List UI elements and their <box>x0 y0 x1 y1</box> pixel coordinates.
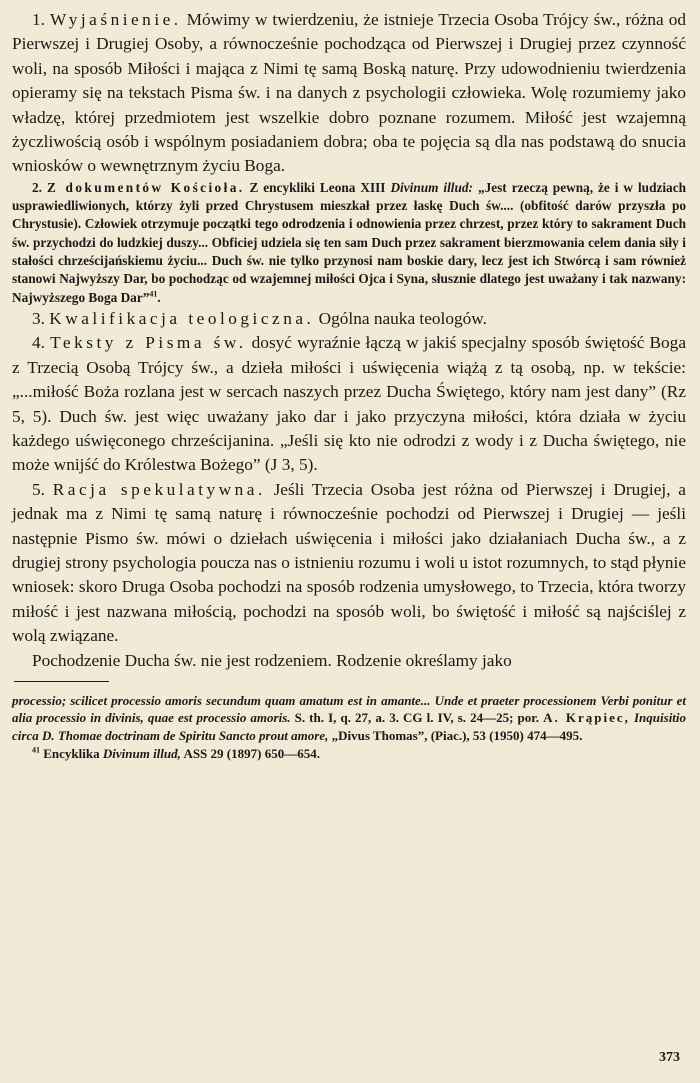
paragraph-church-documents <box>12 179 686 307</box>
footnote-work-title: Inquisitio circa D. Thomae doctrinam de Spiritu Sancto prout amore, <box>12 710 687 743</box>
paragraph-speculative <box>12 478 686 649</box>
section-number: 4. <box>32 333 45 353</box>
footnote-publication: „Divus Thomas”, (Piac.), 53 (1950) 474—495. <box>331 727 583 743</box>
section-heading: Teksty z Pisma św. <box>50 333 247 353</box>
footnote-text: Encyklika <box>43 746 100 762</box>
paragraph-procession <box>12 649 686 673</box>
paragraph-scripture <box>12 331 686 477</box>
section-heading: Z dokumentów Kościoła. <box>46 179 245 195</box>
quote-end: . <box>157 289 161 305</box>
section-number: 2. <box>32 179 42 195</box>
paragraph-intro: Z encykliki Leona XIII <box>249 179 386 195</box>
section-heading: Kwalifikacja teologiczna. <box>49 308 315 328</box>
footnote-latin-text: processio; scilicet processio amoris secundum quam amatum est in amante... Unde et praeter processionem Verbi ponitur et alia processio in divinis, quae est processio amoris. <box>12 693 686 726</box>
footnote-reference: 41 <box>149 289 158 299</box>
paragraph-text: Jeśli Trzecia Osoba jest różna od Pierwszej i Drugiej, a jednak ma z Nimi tę samą naturę i równocześnie pochodzi od Pierwszej i Drugiej — jeśli następnie Pismo św. mówi o dziełach uświęcenia i miłości jako działaniach Ducha św., a z drugiej strony psychologia poucza nas o istnieniu rozumu i woli u istot rozumnych, to stąd płynie wniosek: skoro Druga Osoba pochodzi na sposób rodzenia umysłowego, to Trzecia, która tworzy miłość i jest nazwana miłością, pochodzi na sposób woli, bo świętość i miłość są najściślej z wolą związane. <box>12 479 686 646</box>
section-heading: Wyjaśnienie. <box>49 10 182 29</box>
footnote-title: Divinum illud, <box>102 746 181 762</box>
quote-text: „Jest rzeczą pewną, że i w ludziach usprawiedliwionych, którzy żyli przed Chrystusem mieszkał przez łaskę Duch św.... (obfitość darów przyszła po Chrystusie). Człowiek otrzymuje początki tego odrodzenia i odnowienia przez chrzest, przez który to sakrament Duch św. przychodzi do ludzkiej duszy... Obficiej udziela się ten sam Duch przez sakrament bierzmowania celem dania siły i stałości chrześcijańskiemu życiu... Duch św. nie tylko przynosi nam boskie dary, lecz jest ich Stwórcą i sam również stanowi Najwyższy Dar, bo pochodząc od wzajemnej miłości Ojca i Syna, słusznie dlatego jest uważany i tak nazwany: Najwyższego Boga Dar” <box>12 179 687 305</box>
paragraph-text: Mówimy w twierdzeniu, że istnieje Trzecia Osoba Trójcy św., różna od Pierwszej i Drugiej Osoby, a równocześnie pochodząca od Pierwszej i Drugiej przez czynność woli, na sposób Miłości i mająca z Nimi tę samą Boską naturę. Przy udowodnieniu twierdzenia opieramy się na tekstach Pisma św. i na danych z psychologii człowieka. Wolę rozumiemy jako władzę, której przedmiotem jest wszelkie dobro poznane rozumem. Miłość jest wzajemną życzliwością osób i wspólnym posiadaniem dobra; oba te pojęcia są dla nas podstawą do snucia wniosków o wewnętrznym życiu Boga. <box>12 10 686 176</box>
footnote-source: ASS 29 (1897) 650—654. <box>183 746 320 762</box>
section-heading: Racja spekulatywna. <box>52 479 266 499</box>
footnote-41 <box>12 745 686 762</box>
footnote-continuation <box>12 692 686 744</box>
section-number: 5. <box>32 479 45 499</box>
section-number: 1. <box>32 10 45 29</box>
paragraph-text: dosyć wyraźnie łączą w jakiś specjalny sposób świętość Boga z Trzecią Osobą Trójcy św., a dzieła miłości i uświęcenia wiążą z tą osobą, np. w tekście: „...miłość Boża rozlana jest w sercach naszych przez Ducha Świętego, który nam jest dany” (Rz 5, 5). Duch św. jest więc uważany jako dar i jako przyczyna miłości, która działa w życiu każdego uświęconego chrześcijanina. „Jeśli się kto nie odrodzi z wody i z Ducha świętego, nie może wnijść do Królestwa Bożego” (J 3, 5). <box>12 333 686 475</box>
encyclical-title: Divinum illud: <box>390 179 473 195</box>
paragraph-qualification <box>12 307 686 331</box>
footnote-author: A. Krąpiec, <box>543 710 630 726</box>
paragraph-text: Pochodzenie Ducha św. nie jest rodzeniem. Rodzenie określamy jako <box>32 650 512 670</box>
paragraph-explanation <box>12 8 686 179</box>
section-number: 3. <box>32 308 45 328</box>
paragraph-text: Ogólna nauka teologów. <box>318 308 487 328</box>
page-number: 373 <box>659 1050 680 1065</box>
footnote-citation: S. th. I, q. 27, a. 3. CG l. IV, s. 24—25; por. <box>294 710 540 726</box>
footnote-separator <box>14 681 109 682</box>
footnote-number: 41 <box>32 745 40 755</box>
